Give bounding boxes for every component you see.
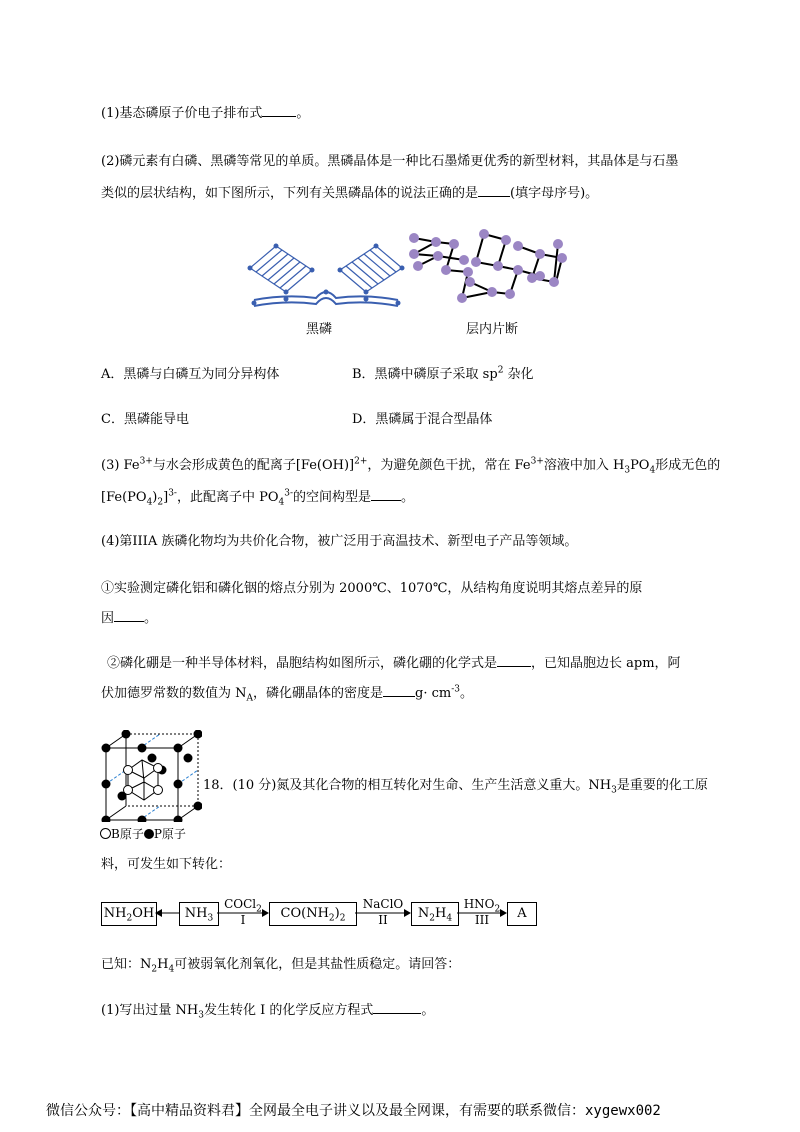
question-3-line1: (3) $Fe^{3+}$与水会形成黄色的配离子$[Fe(OH)]^{2+}$，为避免颜色干扰，常在 $Fe^{3+}$溶液中加入 $H_3PO_4$形成无色的 [101, 456, 721, 476]
answer-blank [497, 654, 531, 667]
compound-box-nh3: $NH_3$ [179, 902, 219, 926]
figure-caption-black-phosphorus: 黑磷 [306, 322, 333, 337]
arrow-3-step: III [474, 913, 490, 927]
question-2-line2: 类似的层状结构，如下图所示，下列有关黑磷晶体的说法正确的是 (填字母序号)。 [101, 186, 599, 201]
p-atom-legend-icon [144, 829, 154, 839]
question-4-part2-line2: 伏加德罗常数的数值为 $N_A$，磷化硼晶体的密度是 $g\cdot cm^{-3}$。 [101, 684, 474, 704]
arrow-left-icon [155, 906, 179, 920]
arrow-1-reagent: COCl$_2$ [224, 897, 262, 915]
question-3-line2: $[Fe(PO_4)_2]^{3-}$，此配离子中 $PO_4^{3-}$的空间构型是 。 [101, 488, 415, 508]
compound-box-nh2oh: $NH_2OH$ [101, 902, 157, 926]
b-atom-legend-icon [100, 828, 111, 839]
answer-blank [383, 684, 415, 697]
question-4-part2-line1: ②磷化硼是一种半导体材料，晶胞结构如图所示，磷化硼的化学式是 ，已知晶胞边长 apm，阿 [107, 656, 681, 671]
compound-box-urea: $CO(NH_2)_2$ [269, 902, 357, 926]
answer-blank [262, 104, 296, 117]
answer-blank [114, 609, 144, 622]
option-d: D．黑磷属于混合型晶体 [352, 412, 493, 427]
answer-blank [373, 1001, 421, 1014]
footer-watermark: 微信公众号：【高中精品资料君】全网最全电子讲义以及最全网课，有需要的联系微信：xygewx002 [46, 1103, 661, 1119]
known-condition: 已知：$N_2H_4$可被弱氧化剂氧化，但是其盐性质稳定。请回答： [101, 957, 461, 975]
arrow-2-step: II [378, 913, 388, 927]
option-a: A．黑磷与白磷互为同分异构体 [101, 367, 280, 382]
arrow-2-reagent: NaClO [362, 897, 404, 911]
option-b: B．黑磷中磷原子采取 $sp^2$ 杂化 [352, 365, 534, 382]
boron-phosphide-unit-cell-image [100, 730, 202, 822]
option-c: C．黑磷能导电 [101, 412, 189, 427]
answer-blank [371, 488, 401, 501]
question-4-intro: (4)第IIIA 族磷化物均为共价化合物，被广泛用于高温技术、新型电子产品等领域。 [101, 534, 578, 549]
question-1: (1)基态磷原子价电子排布式 。 [101, 106, 310, 121]
question-4-part1-line1: ①实验测定磷化铝和磷化铟的熔点分别为 2000℃、1070℃，从结构角度说明其熔点差异的原 [101, 581, 643, 596]
question-18-1: (1)写出过量 $NH_3$发生转化 I 的化学反应方程式 。 [101, 1003, 435, 1021]
question-2-line1: (2)磷元素有白磷、黑磷等常见的单质。黑磷晶体是一种比石墨烯更优秀的新型材料，其晶体是与石墨 [101, 154, 679, 169]
question-4-part1-line2: 因 。 [101, 611, 158, 626]
arrow-3-reagent: $HNO_2$ [463, 897, 501, 915]
answer-blank [478, 184, 510, 197]
figure-caption-layer-fragment: 层内片断 [466, 322, 519, 337]
question-18-line2: 料，可发生如下转化： [101, 857, 232, 872]
arrow-1-step: I [240, 913, 246, 927]
question-18-line1: 18．(10 分)氮及其化合物的相互转化对生命、生产生活意义重大。$NH_3$是重要的化工原 [203, 778, 708, 796]
layer-fragment-structure-image [406, 226, 576, 306]
compound-box-n2h4: $N_2H_4$ [411, 902, 459, 926]
black-phosphorus-structure-image [246, 238, 406, 312]
unit-cell-legend: B原子 P原子 [100, 825, 186, 842]
compound-box-a: A [507, 902, 537, 926]
